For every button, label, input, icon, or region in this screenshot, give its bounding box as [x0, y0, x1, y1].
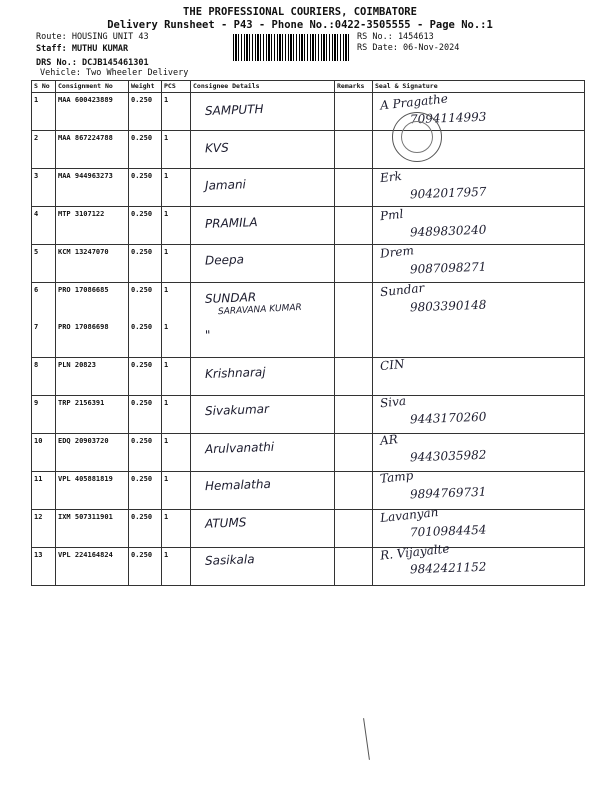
- remarks-cell: [335, 434, 373, 472]
- cell-weight: 0.250: [129, 207, 162, 245]
- col-consignment: Consignment No: [56, 81, 129, 93]
- consignee-handwritten: Hemalatha: [204, 476, 272, 494]
- consignee-handwritten: Jamani: [204, 177, 247, 193]
- cell-weight: 0.250: [129, 169, 162, 207]
- table-row: [32, 472, 585, 510]
- phone-handwritten: 9443170260: [409, 409, 487, 427]
- consignee-handwritten: Sasikala: [204, 552, 255, 568]
- signature-handwritten: A Pragathe: [379, 91, 449, 113]
- cell-consignment: PLN 20823: [56, 358, 129, 396]
- remarks-cell: [335, 169, 373, 207]
- signature-cell: [373, 320, 585, 358]
- table-row: [32, 93, 585, 131]
- cell-consignment: TRP 2156391: [56, 396, 129, 434]
- cell-pcs: 1: [162, 93, 191, 131]
- cell-pcs: 1: [162, 434, 191, 472]
- cell-consignment: EDQ 20903720: [56, 434, 129, 472]
- phone-handwritten: 9443035982: [409, 447, 487, 464]
- route-label: Route: HOUSING UNIT 43: [36, 32, 149, 42]
- cell-consignment: MAA 944963273: [56, 169, 129, 207]
- cell-sno: 13: [32, 548, 56, 586]
- table-row: [32, 510, 585, 548]
- consignee-handwritten: Deepa: [204, 252, 245, 268]
- consignee-handwritten: ATUMS: [204, 514, 247, 531]
- signature-handwritten: Lavanyan: [379, 504, 440, 525]
- remarks-cell: [335, 207, 373, 245]
- cell-weight: 0.250: [129, 320, 162, 358]
- cell-sno: 6: [32, 283, 56, 321]
- cell-pcs: 1: [162, 320, 191, 358]
- table-row: [32, 320, 585, 358]
- col-pcs: PCS: [162, 81, 191, 93]
- signature-handwritten: Tamp: [379, 468, 414, 486]
- cell-sno: 9: [32, 396, 56, 434]
- cell-consignment: PRO 17086685: [56, 283, 129, 321]
- table-row: [32, 169, 585, 207]
- cell-consignment: MTP 3107122: [56, 207, 129, 245]
- cell-sno: 1: [32, 93, 56, 131]
- cell-pcs: 1: [162, 207, 191, 245]
- phone-handwritten: 9894769731: [409, 484, 487, 502]
- cell-consignment: VPL 224164824: [56, 548, 129, 586]
- remarks-cell: [335, 131, 373, 169]
- cell-weight: 0.250: [129, 396, 162, 434]
- remarks-cell: [335, 510, 373, 548]
- cell-weight: 0.250: [129, 93, 162, 131]
- table-row: [32, 396, 585, 434]
- table-row: [32, 434, 585, 472]
- cell-sno: 5: [32, 245, 56, 283]
- consignee-cell: [191, 320, 335, 358]
- phone-handwritten: 9042017957: [409, 184, 487, 202]
- cell-weight: 0.250: [129, 472, 162, 510]
- company-seal-stamp: [392, 112, 442, 162]
- cell-pcs: 1: [162, 283, 191, 321]
- table-row: [32, 207, 585, 245]
- consignee-handwritten: PRAMILA: [204, 214, 258, 231]
- remarks-cell: [335, 283, 373, 321]
- runsheet-table: [31, 80, 585, 586]
- cell-sno: 10: [32, 434, 56, 472]
- signature-handwritten: Erk: [379, 168, 403, 186]
- cell-weight: 0.250: [129, 434, 162, 472]
- phone-handwritten: 9489830240: [409, 222, 487, 239]
- consignee-handwritten: SUNDAR: [204, 289, 257, 306]
- signature-handwritten: Sundar: [379, 280, 425, 299]
- cell-consignment: MAA 867224788: [56, 131, 129, 169]
- barcode-image: [233, 34, 351, 61]
- cell-sno: 2: [32, 131, 56, 169]
- cell-sno: 3: [32, 169, 56, 207]
- cell-weight: 0.250: [129, 510, 162, 548]
- col-remarks: Remarks: [335, 81, 373, 93]
- remarks-cell: [335, 358, 373, 396]
- remarks-cell: [335, 548, 373, 586]
- cell-consignment: VPL 405881819: [56, 472, 129, 510]
- signature-handwritten: CIN: [379, 356, 406, 373]
- cell-consignment: KCM 13247070: [56, 245, 129, 283]
- col-signature: Seal & Signature: [373, 81, 585, 93]
- cell-pcs: 1: [162, 169, 191, 207]
- consignee-handwritten-line2: SARAVANA KUMAR: [217, 302, 303, 317]
- cell-sno: 8: [32, 358, 56, 396]
- phone-handwritten: 7094114993: [409, 109, 487, 127]
- cell-consignment: IXM 507311901: [56, 510, 129, 548]
- signature-handwritten: Pml: [379, 206, 404, 223]
- remarks-cell: [335, 93, 373, 131]
- phone-handwritten: 7010984454: [409, 522, 487, 539]
- cell-pcs: 1: [162, 510, 191, 548]
- consignee-handwritten: SAMPUTH: [204, 101, 264, 119]
- consignee-handwritten: Krishnaraj: [204, 364, 266, 381]
- table-row: [32, 358, 585, 396]
- col-weight: Weight: [129, 81, 162, 93]
- pen-stroke: [363, 718, 370, 760]
- phone-handwritten: 9087098271: [409, 259, 487, 277]
- col-sno: S No: [32, 81, 56, 93]
- consignee-handwritten: ": [204, 327, 211, 343]
- rs-number: RS No.: 1454613: [357, 32, 434, 42]
- cell-pcs: 1: [162, 472, 191, 510]
- runsheet-subtitle: Delivery Runsheet - P43 - Phone No.:0422-3505555 - Page No.:1: [107, 19, 493, 31]
- cell-sno: 12: [32, 510, 56, 548]
- rs-date: RS Date: 06-Nov-2024: [357, 43, 460, 53]
- cell-sno: 4: [32, 207, 56, 245]
- cell-sno: 7: [32, 320, 56, 358]
- cell-weight: 0.250: [129, 548, 162, 586]
- signature-handwritten: Drem: [379, 243, 415, 261]
- signature-handwritten: Siva: [379, 393, 407, 411]
- cell-pcs: 1: [162, 245, 191, 283]
- remarks-cell: [335, 396, 373, 434]
- staff-label: Staff: MUTHU KUMAR: [36, 44, 129, 54]
- cell-weight: 0.250: [129, 131, 162, 169]
- consignee-handwritten: Arulvanathi: [204, 439, 275, 456]
- remarks-cell: [335, 245, 373, 283]
- table-row: [32, 131, 585, 169]
- col-consignee: Consignee Details: [191, 81, 335, 93]
- cell-weight: 0.250: [129, 283, 162, 321]
- remarks-cell: [335, 320, 373, 358]
- company-title: THE PROFESSIONAL COURIERS, COIMBATORE: [183, 6, 417, 18]
- consignee-handwritten: KVS: [204, 140, 229, 155]
- cell-pcs: 1: [162, 358, 191, 396]
- signature-handwritten: R. Vijayalte: [379, 541, 451, 563]
- drs-number: DRS No.: DCJB145461301: [36, 58, 149, 68]
- table-row: [32, 245, 585, 283]
- cell-pcs: 1: [162, 131, 191, 169]
- consignee-handwritten: Sivakumar: [204, 401, 270, 419]
- cell-weight: 0.250: [129, 245, 162, 283]
- phone-handwritten: 9842421152: [409, 559, 487, 577]
- cell-pcs: 1: [162, 396, 191, 434]
- cell-consignment: PRO 17086698: [56, 320, 129, 358]
- remarks-cell: [335, 472, 373, 510]
- cell-sno: 11: [32, 472, 56, 510]
- cell-weight: 0.250: [129, 358, 162, 396]
- table-row: [32, 548, 585, 586]
- cell-consignment: MAA 600423889: [56, 93, 129, 131]
- phone-handwritten: 9803390148: [409, 297, 487, 314]
- table-row: [32, 283, 585, 321]
- cell-pcs: 1: [162, 548, 191, 586]
- signature-handwritten: AR: [379, 431, 399, 448]
- table-header-row: [32, 81, 585, 93]
- vehicle-label: Vehicle: Two Wheeler Delivery: [40, 68, 189, 78]
